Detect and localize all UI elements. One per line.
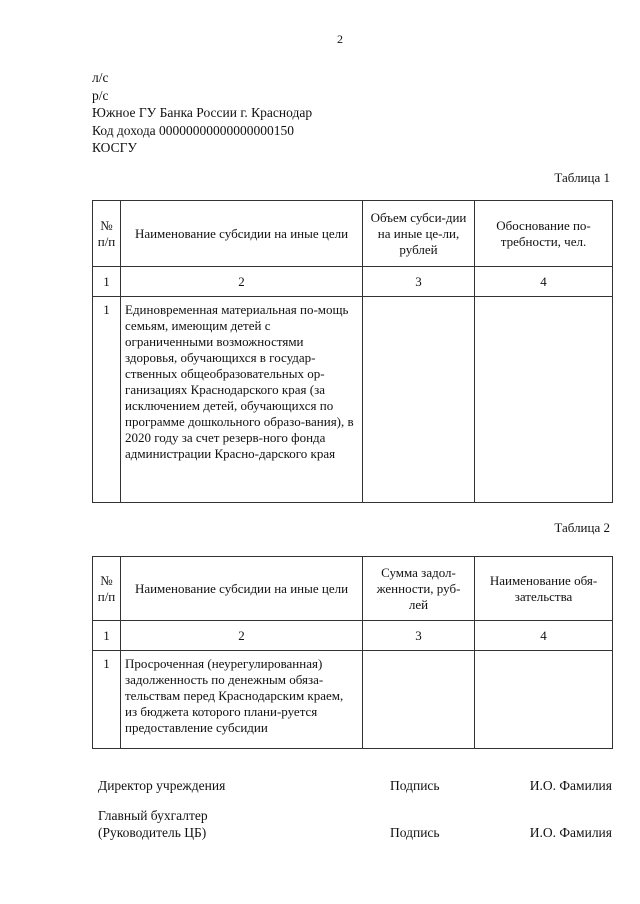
table1-index-cell: 3	[363, 267, 475, 297]
table1-caption: Таблица 1	[554, 170, 610, 185]
table2-index-row	[93, 621, 613, 651]
table2	[92, 556, 613, 749]
director-name: И.О. Фамилия	[529, 778, 612, 793]
table2-debt-amount-cell	[363, 651, 475, 749]
table1-header-cell: Объем субси-дии на иные це-ли, рублей	[363, 201, 475, 267]
table1-header-row	[93, 201, 613, 267]
table1-header-cell: Наименование субсидии на иные цели	[121, 201, 363, 267]
personal-account-line: л/с	[92, 70, 109, 85]
table1-header-cell: № п/п	[93, 201, 121, 267]
director-signature-label: Подпись	[390, 778, 440, 793]
table2-index-cell: 4	[475, 621, 613, 651]
table1	[92, 200, 613, 503]
table2-index-cell: 2	[121, 621, 363, 651]
table2-header-cell: Сумма задол-женности, руб-лей	[363, 557, 475, 621]
bank-name-line: Южное ГУ Банка России г. Краснодар	[92, 105, 313, 120]
table1-header-cell: Обоснование по-требности, чел.	[475, 201, 613, 267]
table2-caption: Таблица 2	[554, 520, 610, 535]
table2-header-row	[93, 557, 613, 621]
income-code-line: Код дохода 00000000000000000150	[92, 122, 295, 138]
accountant-name: И.О. Фамилия	[529, 825, 612, 840]
table2-header-cell: Наименование субсидии на иные цели	[121, 557, 363, 621]
table1-index-cell: 1	[93, 267, 121, 297]
table1-index-row	[93, 267, 613, 297]
table2-index-cell: 1	[93, 621, 121, 651]
table1-index-cell: 4	[475, 267, 613, 297]
table2-obligation-cell	[475, 651, 613, 749]
table1-amount-cell	[363, 297, 475, 503]
director-signature-row	[98, 777, 612, 794]
kosgu-line: КОСГУ	[92, 140, 137, 155]
table1-index-cell: 2	[121, 267, 363, 297]
accountant-signature-row	[98, 807, 612, 841]
table2-index-cell: 3	[363, 621, 475, 651]
accountant-position: Главный бухгалтер (Руководитель ЦБ)	[98, 808, 208, 840]
table-row	[93, 297, 613, 503]
settlement-account-line: р/с	[92, 87, 109, 103]
table2-row-number: 1	[93, 651, 121, 749]
table1-row-number: 1	[93, 297, 121, 503]
table-row	[93, 651, 613, 749]
payment-details	[92, 69, 312, 157]
director-position: Директор учреждения	[98, 778, 226, 793]
table2-header-cell: № п/п	[93, 557, 121, 621]
page-number: 2	[337, 32, 343, 46]
table1-justification-cell	[475, 297, 613, 503]
table1-subsidy-name: Единовременная материальная по-мощь семьям, имеющим детей с ограниченными возможностями здоровья, обучающихся в государ-ственных общеобразовательных ор-ганизациях Краснодарского края (за исключением детей, обучающихся по программе дошкольного образо-вания), в 2020 году за счет резерв-ного фонда администрации Красно-дарского края	[121, 297, 363, 503]
table2-subsidy-name: Просроченная (неурегулированная) задолженность по денежным обяза-тельствам перед Краснодарским краем, из бюджета которого плани-руется предоставление субсидии	[121, 651, 363, 749]
accountant-signature-label: Подпись	[390, 825, 440, 840]
table2-header-cell: Наименование обя-зательства	[475, 557, 613, 621]
